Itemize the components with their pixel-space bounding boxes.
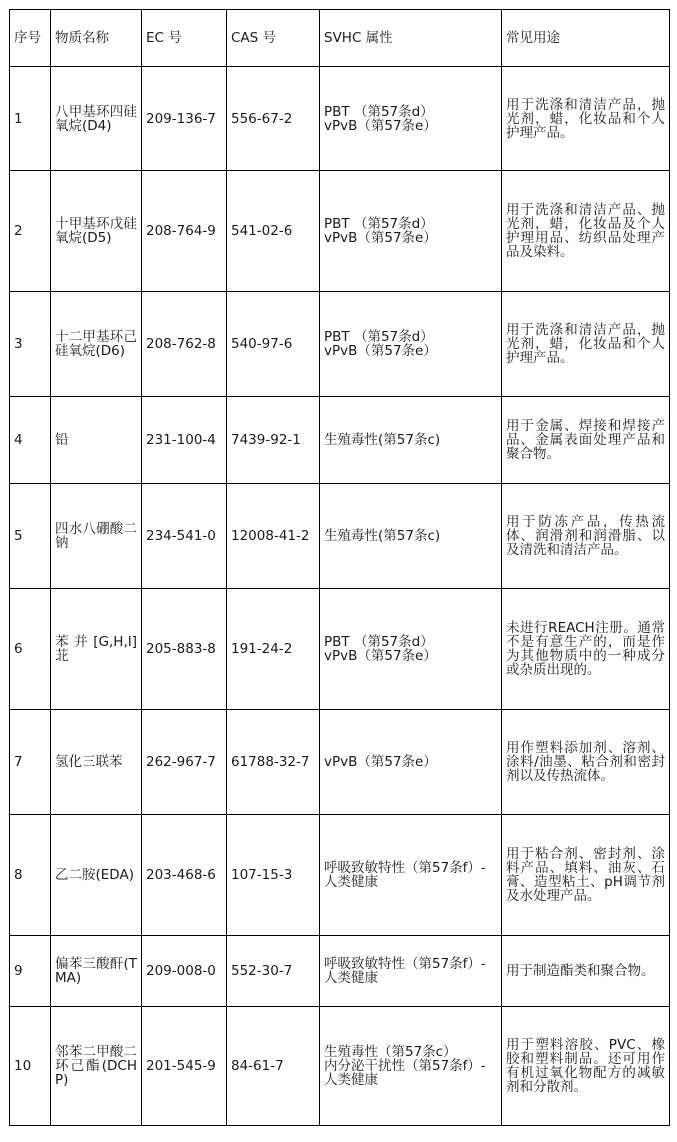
svhc-property-line: 生殖毒性(第57条c) [324,528,441,544]
cell-svhc-property [320,67,502,171]
cell-ec-number: 208-762-8 [142,292,227,397]
svhc-property-line: PBT （第57条d） [324,103,434,120]
svhc-property-line: 内分泌干扰性（第57条f）-人类健康 [324,1058,486,1088]
header-no: 序号 [10,10,51,67]
svhc-property-line: vPvB（第57条e） [324,648,437,664]
cell-no: 3 [10,292,51,397]
cell-ec-number: 201-545-9 [142,1007,227,1126]
cell-ec-number: 231-100-4 [142,397,227,484]
svhc-property-line: 呼吸致敏特性（第57条f）-人类健康 [324,956,486,986]
cell-common-use: 用于粘合剂、密封剂、涂料产品、填料、油灰、石膏、造型粘土、pH调节剂及水处理产品。 [502,815,670,936]
cell-no: 5 [10,484,51,589]
svhc-property-line: vPvB（第57条e） [324,117,437,134]
cell-no: 6 [10,589,51,710]
header-ec-number: EC 号 [142,10,227,67]
cell-substance-name: 乙二胺(EDA) [51,815,142,936]
cell-cas-number: 191-24-2 [227,589,320,710]
cell-cas-number: 540-97-6 [227,292,320,397]
cell-ec-number: 205-883-8 [142,589,227,710]
cell-ec-number: 208-764-9 [142,171,227,292]
cell-cas-number: 552-30-7 [227,936,320,1007]
cell-svhc-property [320,589,502,710]
table-row [10,589,670,710]
cell-no: 7 [10,710,51,815]
cell-no: 10 [10,1007,51,1126]
cell-no: 2 [10,171,51,292]
cell-ec-number: 209-008-0 [142,936,227,1007]
header-cas-number: CAS 号 [227,10,320,67]
svhc-property-line: PBT （第57条d） [324,329,434,345]
svhc-property-line: PBT （第57条d） [324,634,434,650]
svhc-property-line: 生殖毒性（第57条c） [324,1044,457,1060]
cell-svhc-property [320,815,502,936]
header-svhc-property: SVHC 属性 [320,10,502,67]
cell-common-use: 用于洗涤和清洁产品，抛光剂，蜡，化妆品和个人护理产品。 [502,67,670,171]
svhc-substance-table [9,9,670,1126]
header-common-use: 常见用途 [502,10,670,67]
svhc-property-line: PBT （第57条d） [324,216,434,232]
svhc-property-line: vPvB（第57条e） [324,230,437,246]
cell-substance-name: 邻苯二甲酸二环己酯(DCHP) [51,1007,142,1126]
cell-substance-name: 十二甲基环己硅氧烷(D6) [51,292,142,397]
cell-cas-number: 84-61-7 [227,1007,320,1126]
cell-svhc-property [320,936,502,1007]
cell-cas-number: 107-15-3 [227,815,320,936]
svhc-property-line: vPvB（第57条e） [324,343,437,359]
cell-ec-number: 262-967-7 [142,710,227,815]
cell-substance-name: 八甲基环四硅氧烷(D4) [51,67,142,171]
cell-cas-number: 556-67-2 [227,67,320,171]
cell-common-use: 用于金属、焊接和焊接产品、金属表面处理产品和聚合物。 [502,397,670,484]
cell-svhc-property [320,397,502,484]
cell-cas-number: 12008-41-2 [227,484,320,589]
cell-common-use: 用于制造酯类和聚合物。 [502,936,670,1007]
cell-no: 1 [10,67,51,171]
table-row [10,710,670,815]
cell-substance-name: 苯并[G,H,I]苝 [51,589,142,710]
svhc-property-line: vPvB（第57条e） [324,754,437,770]
cell-common-use: 用于洗涤和清洁产品，抛光剂，蜡，化妆品和个人护理产品。 [502,292,670,397]
cell-substance-name: 氢化三联苯 [51,710,142,815]
cell-substance-name: 十甲基环戊硅氧烷(D5) [51,171,142,292]
table-row [10,292,670,397]
table-row [10,815,670,936]
cell-svhc-property [320,1007,502,1126]
table-row [10,171,670,292]
cell-cas-number: 7439-92-1 [227,397,320,484]
cell-cas-number: 541-02-6 [227,171,320,292]
cell-substance-name: 铅 [51,397,142,484]
table-row [10,936,670,1007]
cell-svhc-property [320,292,502,397]
cell-common-use: 用作塑料添加剂、溶剂、涂料/油墨、粘合剂和密封剂以及传热流体。 [502,710,670,815]
cell-ec-number: 203-468-6 [142,815,227,936]
cell-svhc-property [320,171,502,292]
table-row [10,397,670,484]
cell-no: 4 [10,397,51,484]
cell-ec-number: 209-136-7 [142,67,227,171]
table-row [10,67,670,171]
cell-no: 9 [10,936,51,1007]
cell-substance-name: 偏苯三酸酐(TMA) [51,936,142,1007]
table-row [10,1007,670,1126]
cell-substance-name: 四水八硼酸二钠 [51,484,142,589]
cell-no: 8 [10,815,51,936]
svhc-property-line: 生殖毒性(第57条c) [324,432,441,448]
cell-common-use: 未进行REACH注册。通常不是有意生产的，而是作为其他物质中的一种成分或杂质出现的。 [502,589,670,710]
table-row [10,484,670,589]
svhc-property-line: 呼吸致敏特性（第57条f）-人类健康 [324,860,486,890]
table-header-row [10,10,670,67]
cell-cas-number: 61788-32-7 [227,710,320,815]
cell-common-use: 用于塑料溶胶、PVC、橡胶和塑料制品。还可用作有机过氧化物配方的减敏剂和分散剂。 [502,1007,670,1126]
header-substance-name: 物质名称 [51,10,142,67]
cell-svhc-property [320,710,502,815]
cell-common-use: 用于防冻产品，传热流体、润滑剂和润滑脂、以及清洗和清洁产品。 [502,484,670,589]
cell-ec-number: 234-541-0 [142,484,227,589]
cell-common-use: 用于洗涤和清洁产品、抛光剂，蜡，化妆品及个人护理用品、纺织品处理产品及染料。 [502,171,670,292]
cell-svhc-property [320,484,502,589]
